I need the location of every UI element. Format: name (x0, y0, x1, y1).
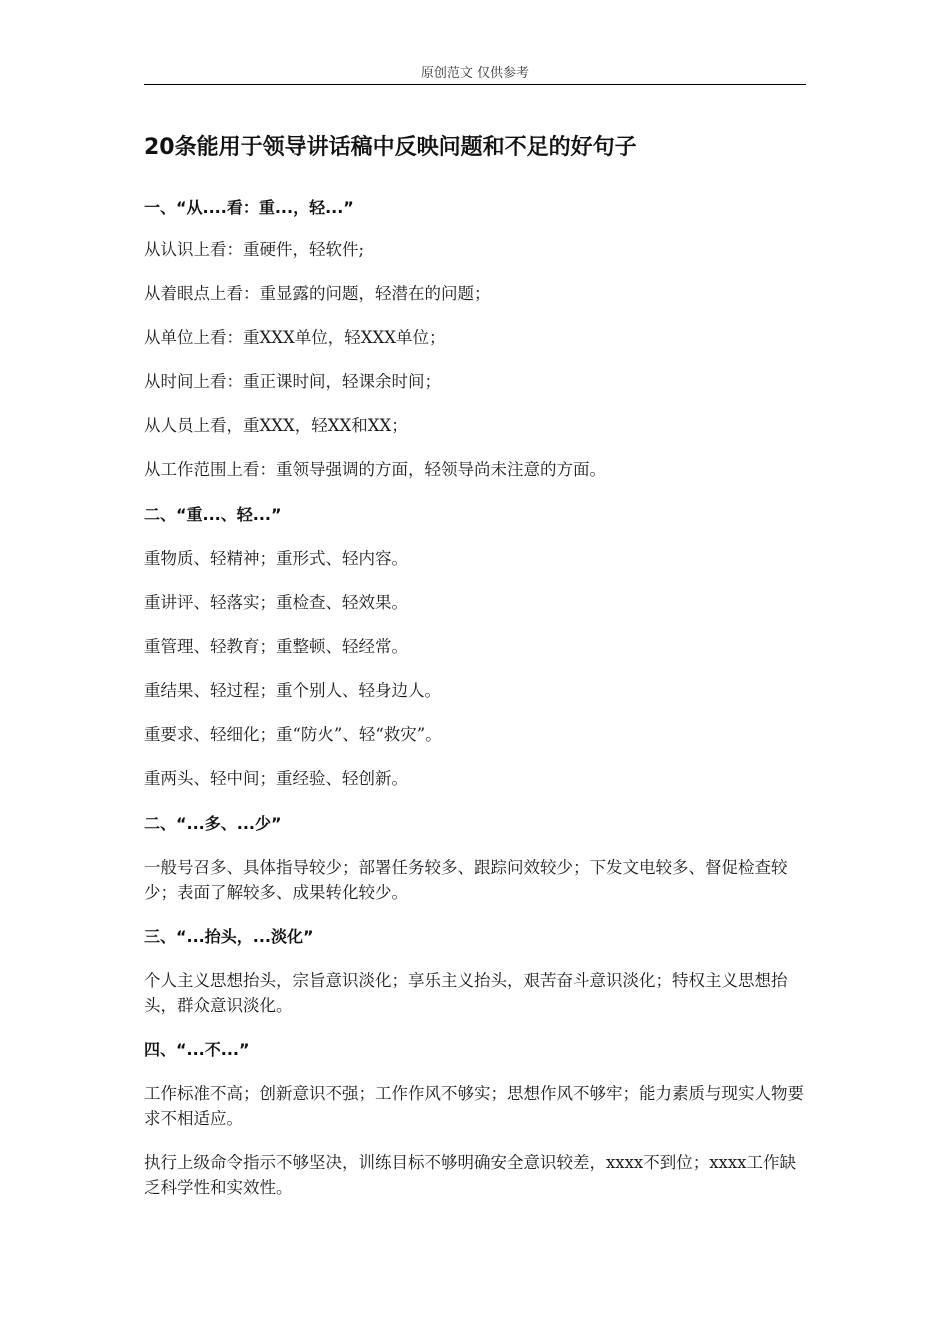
paragraph: 执行上级命令指示不够坚决，训练目标不够明确安全意识较差，xxxx不到位；xxxx工作缺乏科学性和实效性。 (144, 1153, 796, 1197)
paragraph: 重讲评、轻落实；重检查、轻效果。 (144, 593, 408, 612)
paragraph: 重结果、轻过程；重个别人、轻身边人。 (144, 681, 441, 700)
paragraph: 从认识上看：重硬件，轻软件; (144, 240, 365, 259)
paragraph: 重要求、轻细化；重“防火”、轻“救灾”。 (144, 725, 442, 744)
paragraph: 从工作范围上看：重领导强调的方面，轻领导尚未注意的方面。 (144, 460, 606, 479)
paragraph: 从着眼点上看：重显露的问题，轻潜在的问题； (144, 284, 491, 303)
document-title: 20条能用于领导讲话稿中反映问题和不足的好句子 (144, 135, 637, 160)
paragraph: 从人员上看，重XXX，轻XX和XX； (144, 416, 408, 435)
section-heading: 二、“...多、...少” (144, 814, 282, 833)
section-heading: 三、“...抬头，...淡化” (144, 927, 314, 946)
paragraph: 个人主义思想抬头，宗旨意识淡化；享乐主义抬头，艰苦奋斗意识淡化；特权主义思想抬头，群众意识淡化。 (144, 971, 788, 1015)
paragraph: 工作标准不高；创新意识不强；工作作风不够实；思想作风不够牢；能力素质与现实人物要求不相适应。 (144, 1084, 804, 1128)
header-text: 原创范文 仅供参考 (420, 66, 530, 81)
page-header (144, 64, 806, 85)
paragraph: 重两头、轻中间；重经验、轻创新。 (144, 769, 408, 788)
paragraph: 重物质、轻精神；重形式、轻内容。 (144, 549, 408, 568)
paragraph: 从时间上看：重正课时间，轻课余时间； (144, 372, 441, 391)
paragraph: 一般号召多、具体指导较少；部署任务较多、跟踪问效较少；下发文电较多、督促检查较少；表面了解较多、成果转化较少。 (144, 858, 788, 902)
section-heading: 二、“重...、轻...” (144, 505, 282, 524)
section-heading: 一、“从....看：重...，轻...” (144, 198, 354, 217)
section-heading: 四、“...不...” (144, 1040, 250, 1059)
paragraph: 重管理、轻教育；重整顿、轻经常。 (144, 637, 408, 656)
paragraph: 从单位上看：重XXX单位，轻XXX单位； (144, 328, 446, 347)
